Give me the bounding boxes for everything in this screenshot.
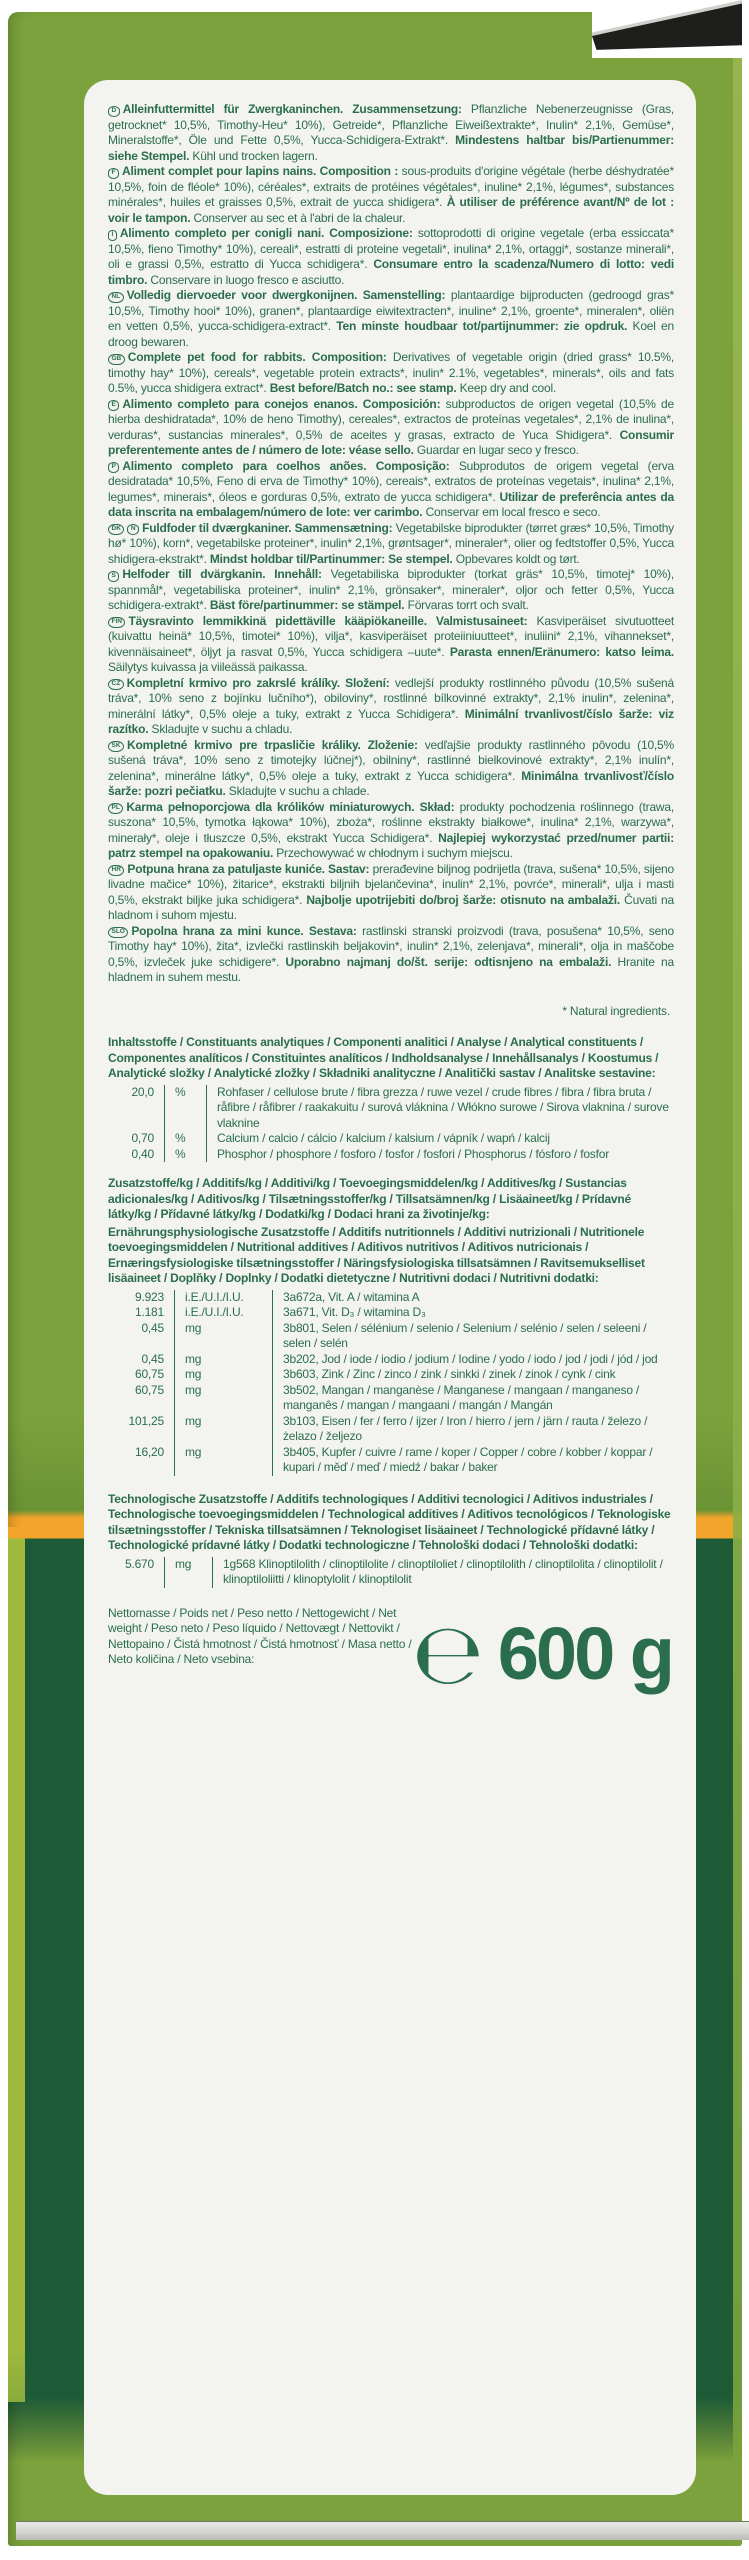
row-unit: mg: [174, 1445, 272, 1476]
net-weight-value-group: [411, 1604, 672, 1703]
paragraph-text: Pflanzliche Nebenerzeugnisse (Gras, getrocknet* 10,5%, Timothy-Heu* 10%), Getreide*, Pflanzliche Eiweißextrakte*, Inulin* 2,1%, Gemüse*, Mineralstoffe*, Öle und Fette 0,5%, Yucca-Schidigera-Extrakt*.: [108, 102, 675, 147]
ingredient-paragraph: [108, 350, 674, 397]
package-background: [8, 12, 742, 2546]
row-description: 3b103, Eisen / fer / ferro / ijzer / Iron / hierro / jern / järn / rauta / železo / żelazo / željezo: [272, 1414, 674, 1445]
paragraph-text: Complete pet food for rabbits. Composition:: [127, 350, 387, 364]
paragraph-text: Mindst holdbar til/Partinummer: Se stempel.: [209, 551, 453, 566]
row-description: 3b603, Zink / Zinc / zinco / zink / sinkki / zinek / zinok / cynk / cink: [272, 1367, 674, 1383]
row-unit: %: [164, 1085, 206, 1132]
row-value: 0,40: [131, 1146, 154, 1161]
paragraph-text: Ten minste houdbaar tot/partijnummer: zie opdruk.: [336, 319, 628, 333]
row-description: 3a671, Vit. D₃ / witamina D₃: [272, 1305, 674, 1321]
paragraph-text: Popolna hrana za mini kunce. Sestava:: [131, 923, 357, 938]
language-code-badge-sk: SK: [108, 741, 124, 752]
paragraph-text: Vegetabilske biprodukter (tørret græs* 10,5%, Timothy hø* 10%), korn*, vegetabilske proteiner*, inulin* 2,1%, grøntsager*, mineraler*, olier og fedtstoffer 0,5%, Yucca shidigera-ekstrakt*.: [108, 520, 674, 566]
paragraph-text: Opbevares koldt og tørt.: [452, 551, 580, 566]
language-code-badge-slo: SLO: [108, 927, 128, 938]
technological-additives-heading: Technologische Zusatzstoffe / Additifs technologiques / Additivi tecnologici / Aditivos industriales / Technologische toevoegingsmiddelen / Technological additives / Aditivos tecnológicos / Teknologiske tilsætningsstoffer / Tekniska tillsatsämnen / Teknologiset lisäaineet / Technologické přídavné látky / Technologické prídavné látky / Dodatki technologiczne / Tehnološki dodaci / Tehnološki dodatki:: [108, 1491, 671, 1552]
natural-ingredients-note: * Natural ingredients.: [562, 1003, 670, 1018]
row-unit: mg: [174, 1321, 272, 1352]
row-description: Rohfaser / cellulose brute / fibra grezza / ruwe vezel / crude fibres / fibra / fibra bruta / råfibre / råfibrer / raakakuitu / surová vláknina / Włókno surowe / Sirova vlaknina / surove vlaknine: [206, 1085, 674, 1132]
package-bottom-edge: [16, 2521, 749, 2540]
label-panel: [84, 80, 696, 2495]
paragraph-text: vedlejší produkty rostlinného původu (10,5% sušená tráva*, 10% seno z bojínku lučního*), obiloviny*, rostlinné bílkovinné extrakty*, 2,1% inulin*, zelenina*, minerální látky*, 0,5% oleje a tuky, extrakt z Yucca Schidigera*.: [108, 675, 675, 721]
paragraph-text: Alimento completo per conigli nani. Composizione:: [119, 226, 413, 240]
row-unit: %: [164, 1131, 206, 1147]
row-description: 3b801, Selen / sélénium / selenio / Selenium / selénio / selen / seleeni / selen / selén: [272, 1321, 674, 1352]
row-value: 0,45: [141, 1351, 164, 1366]
package-top-edge-shadow: [592, 0, 742, 58]
paragraph-text: Consumare entro la scadenza/Numero di lotto: vedi timbro.: [108, 257, 674, 287]
paragraph-text: Minimálna trvanlivosť/číslo šarže: pozri pečiatku.: [108, 768, 674, 798]
ingredient-paragraph: [108, 738, 674, 800]
ingredients-paragraphs: [108, 102, 674, 986]
paragraph-text: Minimální trvanlivost/číslo šarže: viz razítko.: [108, 706, 674, 736]
row-description: Calcium / calcio / cálcio / kalcium / kalsium / vápník / wapń / kalcij: [206, 1131, 674, 1147]
language-code-badge-d: D: [108, 106, 120, 117]
row-unit: mg: [174, 1367, 272, 1383]
language-code-badge-p: P: [108, 462, 119, 473]
row-value: 60,75: [134, 1367, 164, 1381]
ingredient-paragraph: [108, 567, 674, 614]
paragraph-text: Alimento completo para coelhos anões. Composição:: [122, 458, 450, 473]
row-value: 60,75: [134, 1382, 164, 1397]
paragraph-text: plantaardige bijproducten (gedroogd gras* 10,5%, Timothy hooi* 10%), granen*, plantaardige eiwitextracten*, inuline* 2,1%, groente*, mineralen*, oliën en vetten 0,5%, yucca-schidigera-extract*.: [108, 288, 674, 333]
language-code-badge-pl: PL: [108, 803, 123, 814]
row-unit: mg: [174, 1383, 272, 1414]
paragraph-text: Vegetabiliska biprodukter (torkat gräs* 10,5%, timotej* 10%), spannmål*, vegetabiliska proteiner*, inulin* 2,1%, grönsaker*, mineraler*, oljor och fetter 0,5%, Yucca schidigera-extrakt*.: [108, 567, 674, 612]
language-code-badge-nl: NL: [108, 292, 124, 303]
ingredient-paragraph: [108, 459, 674, 521]
net-weight-label: Nettomasse / Poids net / Peso netto / Nettogewicht / Net weight / Peso neto / Peso líquido / Nettovægt / Nettovikt / Nettopaino / Čistá hmotnost / Čistá hmotnosť / Masa netto / Neto količina / Neto vsebina:: [108, 1605, 412, 1666]
row-value: 0,70: [131, 1131, 154, 1145]
paragraph-text: Keep dry and cool.: [456, 381, 557, 395]
paragraph-text: Best before/Batch no.: see stamp.: [269, 381, 457, 395]
row-description: 3b502, Mangan / manganèse / Manganese / mangaan / manganeso / manganês / mangan / mangaani / mangán / Mangán: [272, 1383, 674, 1414]
nutritional-additives-heading: Ernährungsphysiologische Zusatzstoffe / Additifs nutritionnels / Additivi nutrizionali / Nutritionele toevoegingsmiddelen / Nutritional additives / Aditivos nutritivos / Aditivos nutricionais / Ernæringsfysiologiske tilsætningsstoffer / Näringsfysiologiska tillsatsämnen / Ravitsemukselliset lisäaineet / Doplňky / Doplnky / Dodatki dietetyczne / Nutritivni dodaci / Nutritivni dodatki:: [108, 1224, 645, 1285]
paragraph-text: Fuldfoder til dværgkaniner. Sammensætning:: [142, 520, 393, 535]
paragraph-text: Hranite na hladnem in suhem mestu.: [108, 954, 674, 984]
paragraph-text: Förvaras torrt och svalt.: [404, 598, 529, 612]
paragraph-text: Bäst före/partinummer: se stämpel.: [209, 598, 405, 612]
paragraph-text: Volledig diervoeder voor dwergkonijnen. Samenstelling:: [126, 288, 446, 302]
row-unit: mg: [164, 1557, 212, 1588]
row-value: 9.923: [134, 1289, 164, 1304]
row-value: 16,20: [134, 1444, 164, 1459]
language-code-badge-dk: DK: [108, 524, 124, 535]
paragraph-text: Conservare in luogo fresco e asciutto.: [147, 272, 345, 287]
language-code-badge-cz: CZ: [108, 679, 124, 690]
row-value: 5.670: [124, 1556, 154, 1571]
ingredient-paragraph: [108, 924, 674, 986]
paragraph-text: Skladujte v suchu a chlade.: [225, 784, 370, 798]
ingredient-paragraph: [108, 102, 674, 164]
paragraph-text: Kompletní krmivo pro zakrslé králíky. Složení:: [126, 675, 390, 690]
row-value: 20,0: [131, 1084, 154, 1099]
paragraph-text: Mindestens haltbar bis/Partienummer: siehe Stempel.: [108, 133, 674, 163]
paragraph-text: Parasta ennen/Eränumero: katso leima.: [449, 644, 674, 659]
paragraph-text: Najlepiej wykorzystać przed/numer partii: patrz stempel na opakowaniu.: [108, 830, 674, 860]
paragraph-text: Kompletné krmivo pre trpasličie králiky. Zloženie:: [127, 737, 418, 752]
net-weight-block: [108, 1606, 674, 1716]
paragraph-text: Koel en droog bewaren.: [108, 319, 675, 349]
paragraph-text: Säilytys kuivassa ja viileässä paikassa.: [108, 660, 308, 674]
ingredient-paragraph: [108, 862, 674, 924]
paragraph-text: À utiliser de préférence avant/Nº de lot : voir le tampon.: [108, 195, 674, 225]
row-description: Phosphor / phosphore / fosforo / fosfor / fosfori / Phosphorus / fósforo / fosfor: [206, 1147, 674, 1163]
language-code-badge-gb: GB: [108, 354, 125, 365]
paragraph-text: Conserver au sec et à l'abri de la chaleur.: [190, 210, 406, 225]
ingredient-paragraph: [108, 288, 674, 350]
paragraph-text: Guardar en lugar seco y fresco.: [413, 443, 579, 457]
paragraph-text: Przechowywać w chłodnym i suchym miejscu.: [273, 846, 513, 860]
paragraph-text: Derivatives of vegetable origin (dried grass* 10.5%, timothy hay* 10%), cereals*, vegetable protein extracts*, inulin* 2.1%, vegetables*, minerals*, oils and fats 0.5%, yucca shidigera extract*.: [108, 350, 674, 395]
language-code-badge-s: S: [108, 571, 119, 582]
row-value: 0,45: [141, 1320, 164, 1335]
row-value: 1.181: [134, 1305, 164, 1319]
paragraph-text: sous-produits d'origine végétale (herbe déshydratée* 10,5%, foin de fléole* 10%), céréales*, extraits de protéines végétales*, inuline* 2,1%, légumes*, substances minérales*, huiles et graisses 0,5%, extrait de yucca shidigera*.: [108, 164, 675, 209]
ingredient-paragraph: [108, 164, 674, 226]
row-unit: %: [164, 1147, 206, 1163]
left-accent-stripe: [8, 1527, 25, 2402]
paragraph-text: subproductos de origen vegetal (10,5% de hierba deshidratada*, 10% de heno Timothy), cereales*, extractos de proteínas vegetales*, 2,1% de inulina*, verduras*, sustancias minerales*, 0,5% de aceites y grasas, extracto de Yuca Shidigera*.: [108, 396, 675, 442]
language-code-badge-n: N: [127, 524, 139, 535]
language-code-badge-f: F: [108, 168, 119, 179]
paragraph-text: Skladujte v suchu a chladu.: [148, 722, 293, 736]
paragraph-text: Aliment complet pour lapins nains. Composition :: [121, 164, 399, 178]
ingredient-paragraph: [108, 800, 674, 862]
paragraph-text: rastlinski stranski proizvodi (trava, posušena* 10,5%, seno Timothy hay* 10%), žita*, izvlečki rastlinskih beljakovin*, inulin* 2,1%, zelenjava*, minerali*, olja in maščobe 0,5%, izvleček juke schidigere*.: [108, 923, 674, 969]
language-code-badge-i: I: [108, 230, 117, 241]
paragraph-text: Utilizar de preferência antes da data inscrita na embalagem/número de lote: ver carimbo.: [108, 489, 674, 519]
paragraph-text: Täysravinto lemmikkinä pidettäville kääpiökaneille. Valmistusaineet:: [128, 613, 528, 628]
paragraph-text: Kühl und trocken lagern.: [189, 148, 318, 163]
row-unit: mg: [174, 1352, 272, 1368]
analytical-constituents-heading: Inhaltsstoffe / Constituants analytiques / Componenti analitici / Analyse / Analytical constituents / Componentes analíticos / Constituintes analíticos / Indholdsanalyse / Innehållsanalys / Koostumus / Analytické složky / Analytické zložky / Składniki analityczne / Analitički sastav / Analitske sestavine:: [108, 1035, 659, 1080]
language-code-badge-fin: FIN: [108, 617, 125, 628]
paragraph-text: Kasviperäiset sivutuotteet (kuivattu heinä* 10,5%, timotei* 10%), vilja*, kasviperäiset proteiiniuutteet*, inuliini* 2,1%, vihannekset*, kivennäisaineet*, öljyt ja rasvat 0,5%, Yucca schidigera –uute*.: [108, 613, 674, 659]
ingredient-paragraph: [108, 226, 674, 288]
estimated-sign: ℮: [411, 1604, 484, 1703]
row-value: 101,25: [128, 1413, 164, 1428]
language-code-badge-hr: HR: [108, 865, 124, 876]
ingredient-paragraph: [108, 614, 674, 676]
ingredient-paragraph: [108, 397, 674, 459]
paragraph-text: vedľajšie produkty rastlinného pôvodu (10,5% sušená tráva*, 10% seno z timotejky lúčnej*), obilniny*, rastlinné bielkovinové extrakty*, 2,1% inulín*, zelenina*, minerálne látky*, 0,5% oleje a tuky, extrakt z Yucca schidigera*.: [108, 737, 674, 783]
row-description: 3b405, Kupfer / cuivre / rame / koper / Copper / cobre / kobber / koppar / kupari / měď / meď / miedź / bakar / baker: [272, 1445, 674, 1476]
paragraph-text: Alleinfuttermittel für Zwergkaninchen. Zusammensetzung:: [122, 102, 462, 116]
paragraph-text: Consumir preferentemente antes de / número de lote: véase sello.: [108, 427, 674, 457]
net-weight-value: 600 g: [497, 1611, 672, 1695]
row-description: 3a672a, Vit. A / witamina A: [272, 1290, 674, 1306]
paragraph-text: Najbolje upotrijebiti do/broj šarže: otisnuto na ambalaži.: [306, 892, 621, 907]
row-description: 3b202, Jod / iode / iodio / jodium / Iodine / yodo / iodo / jod / jodi / jód / jod: [272, 1352, 674, 1368]
paragraph-text: Helfoder till dvärgkanin. Innehåll:: [122, 567, 322, 581]
additives-heading: Zusatzstoffe/kg / Additifs/kg / Additivi/kg / Toevoegingsmiddelen/kg / Additives/kg / Sustancias adicionales/kg / Aditivos/kg / Tilsætningsstoffer/kg / Tillsatsämnen/kg / Lisäaineet/kg / Prídavné látky/kg / Přídavné látky/kg / Dodatki/kg / Dodaci hrani za životinje/kg:: [108, 1176, 632, 1221]
analytical-constituents-table: [108, 1085, 674, 1163]
paragraph-text: produkty pochodzenia roślinnego (trawa, suszona* 10,5%, tymotka łąkowa* 10%), zboża*, roślinne ekstrakty białkowe*, inulina* 2,1%, warzywa*, minerały*, oleje i tłuszcze 0,5%, ekstrakt Yucca Schidigera*.: [108, 799, 674, 845]
paragraph-text: Conservar em local fresco e seco.: [422, 505, 601, 519]
nutritional-additives-table: [108, 1290, 674, 1476]
paragraph-text: Uporabno najmanj do/št. serije: odtisnjeno na embalaži.: [285, 954, 612, 969]
row-unit: i.E./U.I./I.U.: [174, 1290, 272, 1306]
language-code-badge-e: E: [108, 400, 119, 411]
package-right-edge-highlight: [733, 12, 742, 2546]
paragraph-text: Alimento completo para conejos enanos. Composición:: [122, 396, 441, 411]
row-unit: i.E./U.I./I.U.: [174, 1305, 272, 1321]
row-description: 1g568 Klinoptilolith / clinoptilolite / clinoptiloliet / clinoptilolith / clinoptilolita / clinoptilolit / klinoptiloliitti / klinoptylolit / klinoptilolit: [212, 1557, 674, 1588]
ingredient-paragraph: [108, 521, 674, 568]
paragraph-text: prerađevine biljnog podrijetla (trava, sušena* 10,5%, sijeno livadne mačice* 10%), žitarice*, ekstrakti biljnih bjelančevina*, inulin* 2,1%, povrće*, minerali*, ulja i masti 0,5%, ekstrakt biljke juka schidigera*.: [108, 861, 674, 907]
ingredient-paragraph: [108, 676, 674, 738]
paragraph-text: Subprodutos de origem vegetal (erva desidratada* 10,5%, Feno di erva de Timothy* 10%), cereais*, extratos de proteínas vegetais*, inulina* 2,1%, legumes*, minerais*, óleos e gorduras 0,5%, extrato de yucca schidigera*.: [108, 458, 674, 504]
paragraph-text: sottoprodotti di origine vegetale (erba essiccata* 10,5%, fieno Timothy* 10%), cereali*, estratti di proteine vegetali*, inulina* 2,1%, ortaggi*, sostanze minerali*, oli e grassi 0,5%, estratto di Yucca schidigera*.: [108, 226, 674, 271]
row-unit: mg: [174, 1414, 272, 1445]
paragraph-text: Potpuna hrana za patuljaste kuniće. Sastav:: [127, 861, 370, 876]
paragraph-text: Karma pełnoporcjowa dla królików miniaturowych. Skład:: [126, 799, 455, 814]
technological-additives-table: [108, 1557, 674, 1588]
paragraph-text: Čuvati na hladnom i suhom mjestu.: [108, 892, 675, 922]
